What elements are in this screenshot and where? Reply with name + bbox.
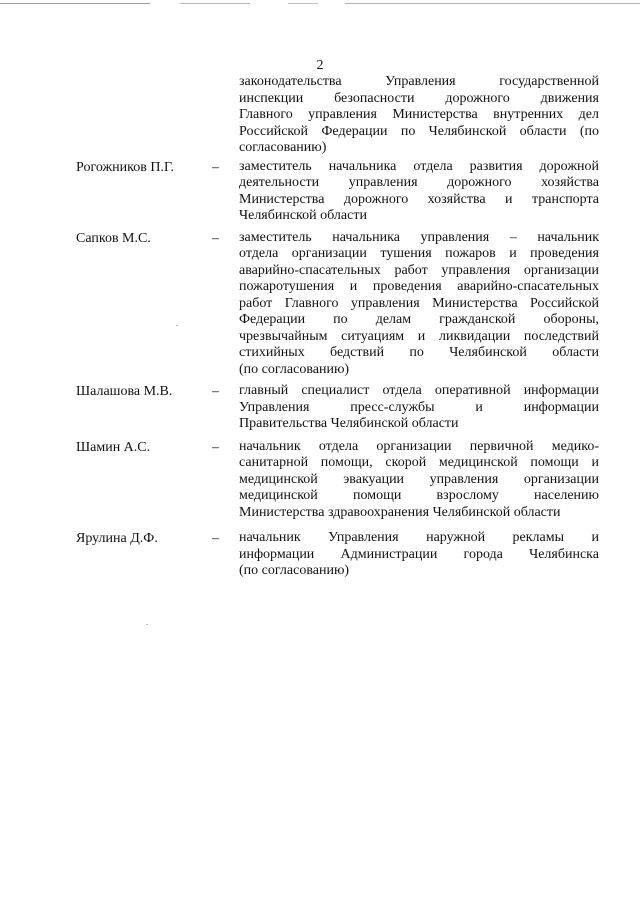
page-number: 2	[316, 58, 324, 73]
position-line: Министерства дорожного хозяйства и транспорта	[239, 191, 599, 207]
position-line: заместитель начальника управления – начальник	[239, 229, 599, 245]
position-line: пожаротушения и проведения аварийно-спасательных	[239, 279, 599, 294]
position-line: начальник Управления наружной рекламы и	[239, 530, 599, 545]
separator-dash: –	[212, 531, 219, 546]
position-line: аварийно-спасательных работ управления организации	[239, 262, 599, 278]
member-name: Шалашова М.В.	[76, 384, 173, 399]
position-line: Российской Федерации по Челябинской области (по	[239, 123, 599, 139]
position-line: медицинской эвакуации управления организации	[239, 471, 599, 487]
separator-dash: –	[212, 439, 219, 455]
member-name: Рогожников П.Г.	[76, 159, 174, 175]
position-line: Управления пресс-службы и информации	[239, 399, 599, 415]
position-line: главный специалист отдела оперативной информации	[239, 383, 599, 398]
list-entry	[0, 74, 640, 157]
member-name: Сапков М.С.	[76, 230, 151, 246]
member-name: Ярулина Д.Ф.	[76, 531, 158, 546]
scan-artifact-line	[0, 3, 150, 4]
member-position	[239, 74, 599, 157]
member-position	[239, 439, 599, 522]
list-entry	[0, 439, 640, 522]
separator-dash: –	[212, 159, 219, 175]
position-line: чрезвычайным ситуациям и ликвидации последствий	[239, 328, 599, 344]
position-line: Федерации по делам гражданской обороны,	[239, 312, 599, 327]
list-entry	[0, 383, 640, 433]
member-position	[239, 530, 599, 580]
position-line: стихийных бедствий по Челябинской области	[239, 345, 599, 360]
position-line: (по согласованию)	[239, 563, 350, 578]
position-line: начальник отдела организации первичной медико-	[239, 438, 599, 454]
position-line: заместитель начальника отдела развития дорожной	[239, 158, 599, 174]
position-line: медицинской помощи взрослому населению	[239, 488, 599, 503]
member-position	[239, 230, 599, 379]
position-line: согласованию)	[239, 140, 327, 155]
member-position	[239, 159, 599, 225]
position-line: санитарной помощи, скорой медицинской помощи и	[239, 455, 599, 470]
scan-artifact-line	[345, 3, 640, 4]
position-line: законодательства Управления государственной	[239, 74, 599, 89]
list-entry	[0, 230, 640, 379]
separator-dash: –	[212, 230, 219, 246]
member-name: Шамин А.С.	[76, 439, 151, 455]
position-line: Челябинской области	[239, 208, 367, 223]
separator-dash: –	[212, 384, 219, 399]
position-line: (по согласованию)	[239, 361, 350, 377]
scan-speck	[146, 624, 148, 625]
position-line: Правительства Челябинской области	[239, 416, 459, 431]
position-line: Главного управления Министерства внутренних дел	[239, 107, 599, 122]
position-line: инспекции безопасности дорожного движения	[239, 90, 599, 106]
list-entry	[0, 530, 640, 580]
position-line: Министерства здравоохранения Челябинской области	[239, 504, 561, 520]
position-line: отдела организации тушения пожаров и проведения	[239, 246, 599, 261]
position-line: деятельности управления дорожного хозяйства	[239, 175, 599, 190]
member-position	[239, 383, 599, 433]
scan-artifact-line	[180, 3, 250, 4]
list-entry	[0, 159, 640, 225]
position-line: работ Главного управления Министерства Российской	[239, 295, 599, 311]
position-line: информации Администрации города Челябинска	[239, 546, 599, 562]
member-list	[0, 74, 640, 580]
scan-artifact-line	[288, 3, 318, 4]
